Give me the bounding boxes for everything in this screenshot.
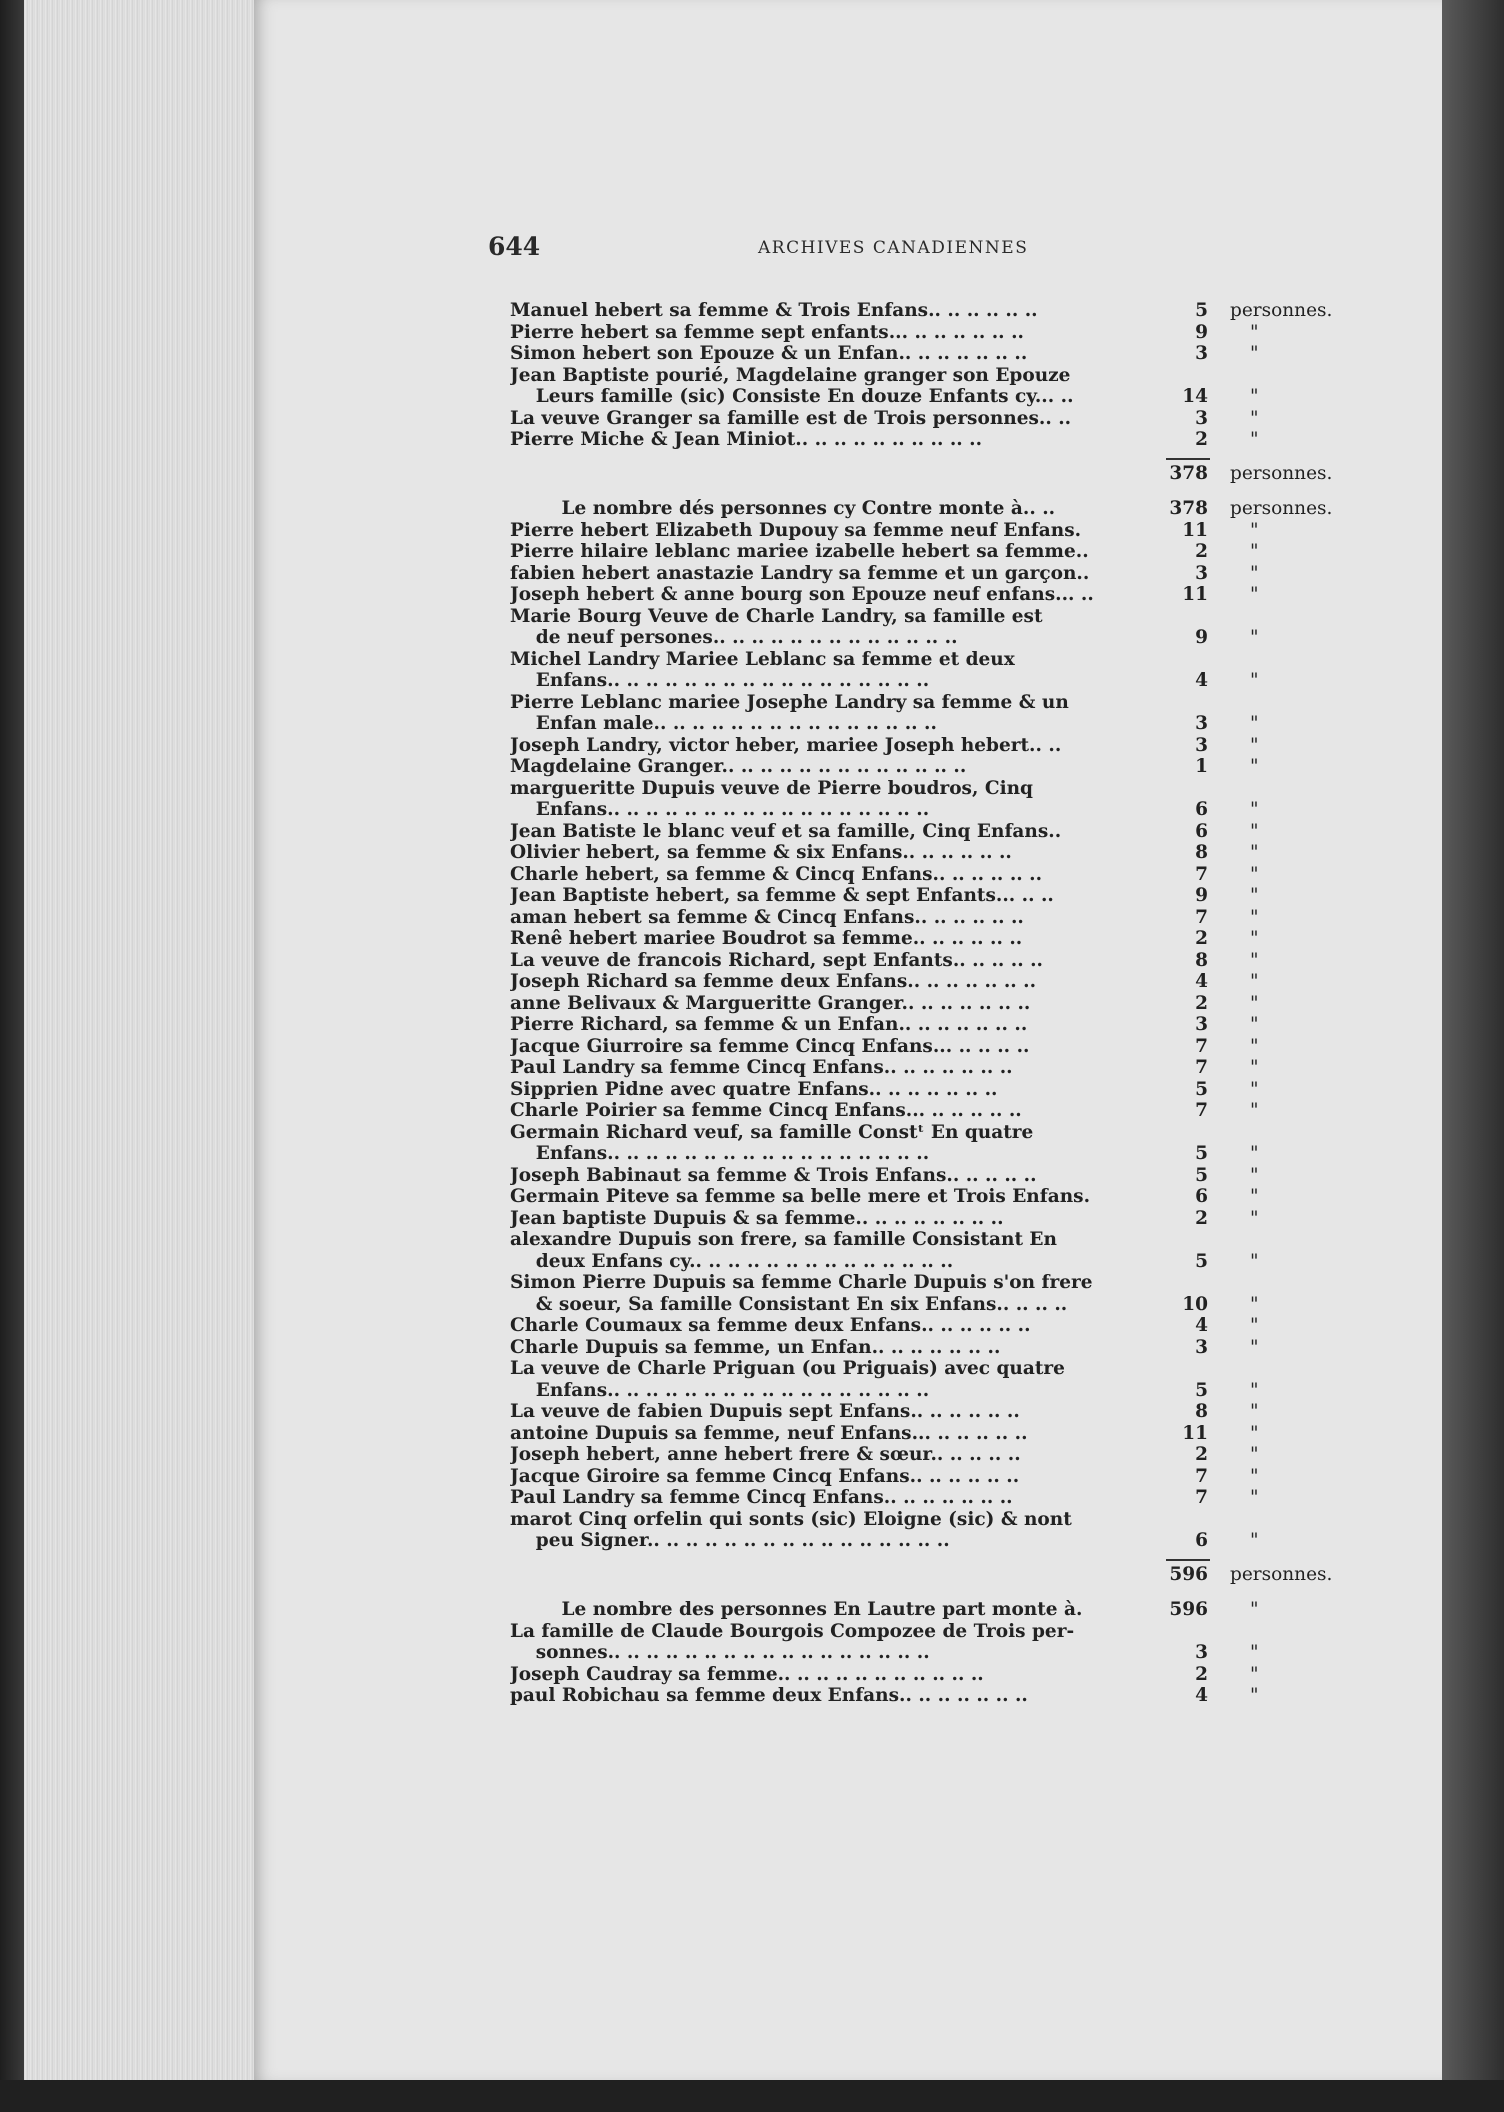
ditto-mark: " [1250,1465,1259,1487]
entry-text: anne Belivaux & Margueritte Granger.. .. .. .. .. .. .. [510,992,1031,1014]
census-entry [510,1014,1350,1036]
census-entry [510,1466,1350,1488]
entry-count: 9 [1195,885,1208,906]
entry-count: 5 [1195,300,1208,321]
ditto-mark: " [1250,670,1259,691]
entry-text: Jacque Giurroire sa femme Cincq Enfans... .. .. .. .. [510,1035,1030,1057]
census-entry [510,885,1350,907]
ditto-mark: " [1250,1057,1259,1078]
census-entry [510,429,1350,451]
ditto-mark: " [1250,949,1259,971]
census-entry [510,520,1350,542]
census-entry [510,1358,1350,1401]
ditto-mark: " [1250,1336,1259,1358]
entry-text: Pierre hebert sa femme sept enfants... .. .. .. .. .. .. [510,321,1024,343]
ditto-mark: " [1250,1293,1259,1315]
book-cover-edge [1442,0,1504,2112]
ditto-mark: " [1250,885,1259,906]
entry-count: 5 [1195,1143,1208,1164]
entry-text: Le nombre dés personnes cy Contre monte à.. .. [510,498,1056,519]
ditto-mark: " [1250,1685,1259,1706]
census-entry [510,907,1350,929]
ditto-mark: " [1250,541,1259,562]
entry-text: deux Enfans cy.. .. .. .. .. .. .. .. .. .. .. .. .. .. [510,1250,954,1272]
census-list [510,300,1350,1707]
running-title: ARCHIVES CANADIENNES [758,238,1029,258]
entry-count: 596 [1169,1599,1208,1620]
entry-text: Germain Piteve sa femme sa belle mere et Trois Enfans. [510,1186,1091,1207]
census-entry [510,842,1350,864]
entry-text: La veuve de Charle Priguan (ou Priguais) avec quatre [510,1358,1065,1379]
census-entry [510,1057,1350,1079]
entry-count: 4 [1195,971,1208,992]
entry-text: peu Signer.. .. .. .. .. .. .. .. .. .. .. .. .. .. .. .. [510,1530,950,1551]
ditto-mark: " [1250,584,1259,605]
ditto-mark: " [1250,386,1259,407]
entry-text: Michel Landry Mariee Leblanc sa femme et deux [510,648,1015,670]
subtotal-rule [1166,1559,1210,1561]
census-entry [510,1664,1350,1686]
census-entry [510,649,1350,692]
entry-text: Pierre Richard, sa femme & un Enfan.. .. .. .. .. .. .. [510,1014,1028,1035]
entry-count: 11 [1182,519,1208,541]
ditto-mark: " [1250,1250,1259,1272]
census-entry [510,1599,1350,1621]
census-entry [510,1122,1350,1165]
entry-count: 2 [1195,1444,1208,1465]
page-header [488,232,1088,262]
subtotal-count: 596 [1169,1563,1208,1585]
census-entry [510,756,1350,778]
ditto-mark: " [1250,1315,1259,1336]
entry-text: Pierre Leblanc mariee Josephe Landry sa femme & un [510,691,1069,713]
entry-count: 6 [1195,1530,1208,1551]
ditto-mark: " [1250,1599,1259,1620]
ditto-mark: " [1250,1035,1259,1057]
entry-text: Jean baptiste Dupuis & sa femme.. .. .. .. .. .. .. .. [510,1207,1004,1229]
entry-count: 4 [1195,670,1208,691]
census-entry [510,584,1350,606]
ditto-mark: " [1250,1379,1259,1401]
page-stack-edge [24,0,254,2090]
entry-count: 8 [1195,842,1208,863]
census-entry [510,365,1350,408]
entry-count: 2 [1195,541,1208,562]
entry-text: Joseph Landry, victor heber, mariee Joseph hebert.. .. [510,734,1062,756]
entry-count: 2 [1195,992,1208,1014]
entry-text: Paul Landry sa femme Cincq Enfans.. .. .. .. .. .. .. [510,1057,1013,1078]
census-entry [510,950,1350,972]
entry-text: Paul Landry sa femme Cincq Enfans.. .. .. .. .. .. .. [510,1487,1013,1508]
entry-text: margueritte Dupuis veuve de Pierre boudros, Cinq [510,777,1033,799]
ditto-mark: " [1250,429,1259,450]
census-entry [510,343,1350,365]
entry-text: Simon Pierre Dupuis sa femme Charle Dupuis s'on frere [510,1272,1093,1293]
census-entry [510,821,1350,843]
entry-text: Charle Poirier sa femme Cincq Enfans... .. .. .. .. .. [510,1100,1022,1121]
census-entry [510,1165,1350,1187]
census-entry [510,1621,1350,1664]
entry-text: La veuve Granger sa famille est de Trois personnes.. .. [510,407,1072,429]
entry-text: aman hebert sa femme & Cincq Enfans.. .. .. .. .. .. [510,906,1024,928]
entry-text: Jean Baptiste hebert, sa femme & sept Enfants... .. .. [510,885,1054,906]
census-entry [510,1487,1350,1509]
entry-count: 2 [1195,928,1208,949]
entry-count: 4 [1195,1315,1208,1336]
entry-text: antoine Dupuis sa femme, neuf Enfans... .. .. .. .. .. [510,1422,1028,1444]
entry-text: La veuve de fabien Dupuis sept Enfans.. .. .. .. .. .. [510,1401,1020,1422]
entry-count: 3 [1195,562,1208,584]
ditto-mark: " [1250,1164,1259,1186]
census-entry [510,498,1350,520]
entry-count: 8 [1195,1401,1208,1422]
entry-text: Leurs famille (sic) Consiste En douze Enfants cy... .. [510,386,1074,407]
book-spine-edge [0,0,24,2112]
ditto-mark: " [1250,799,1259,820]
entry-text: La veuve de francois Richard, sept Enfants.. .. .. .. .. [510,949,1043,971]
census-entry [510,864,1350,886]
subtotal-row [510,1564,1350,1586]
ditto-mark: " [1250,1663,1259,1685]
ditto-mark: " [1250,906,1259,928]
entry-unit: personnes. [1230,300,1333,321]
census-entry [510,971,1350,993]
census-entry [510,300,1350,322]
ditto-mark: " [1250,734,1259,756]
census-entry [510,1208,1350,1230]
entry-text: Olivier hebert, sa femme & six Enfans.. .. .. .. .. .. [510,842,1012,863]
ditto-mark: " [1250,1444,1259,1465]
entry-count: 3 [1195,407,1208,429]
census-entry [510,1509,1350,1552]
census-entry [510,1229,1350,1272]
census-entry [510,322,1350,344]
census-entry [510,1079,1350,1101]
entry-text: & soeur, Sa famille Consistant En six Enfans.. .. .. .. [510,1293,1068,1315]
entry-text: Joseph Richard sa femme deux Enfans.. .. .. .. .. .. .. [510,971,1037,992]
entry-text: Joseph hebert & anne bourg son Epouze neuf enfans... .. [510,584,1094,605]
entry-text: Charle Coumaux sa femme deux Enfans.. .. .. .. .. .. [510,1315,1031,1336]
entry-text: Simon hebert son Epouze & un Enfan.. .. .. .. .. .. .. [510,343,1028,364]
ditto-mark: " [1250,928,1259,949]
subtotal-unit: personnes. [1230,462,1333,484]
entry-text: Enfans.. .. .. .. .. .. .. .. .. .. .. .. .. .. .. .. .. [510,1379,930,1401]
census-entry [510,1401,1350,1423]
census-entry [510,1272,1350,1315]
entry-count: 14 [1182,386,1208,407]
entry-count: 6 [1195,799,1208,820]
entry-count: 3 [1195,1014,1208,1035]
entry-text: Marie Bourg Veuve de Charle Landry, sa famille est [510,605,1043,627]
entry-text: Germain Richard veuf, sa famille Constᵗ En quatre [510,1121,1034,1143]
census-entry [510,1444,1350,1466]
ditto-mark: " [1250,343,1259,364]
entry-count: 5 [1195,1250,1208,1272]
entry-text: Le nombre des personnes En Lautre part monte à. [510,1599,1083,1620]
census-entry [510,563,1350,585]
ditto-mark: " [1250,1014,1259,1035]
entry-count: 8 [1195,949,1208,971]
entry-count: 2 [1195,1207,1208,1229]
scan-bottom-edge [0,2080,1504,2112]
entry-text: Charle hebert, sa femme & Cincq Enfans.. .. .. .. .. .. [510,863,1043,885]
ditto-mark: " [1250,713,1259,734]
ditto-mark: " [1250,1207,1259,1229]
ditto-mark: " [1250,1100,1259,1121]
ditto-mark: " [1250,1401,1259,1422]
entry-count: 6 [1195,1186,1208,1207]
entry-count: 7 [1195,1057,1208,1078]
subtotal-rule [1166,458,1210,460]
census-entry [510,1423,1350,1445]
census-entry [510,606,1350,649]
ditto-mark: " [1250,519,1259,541]
census-entry [510,928,1350,950]
entry-count: 3 [1195,1642,1208,1663]
entry-count: 5 [1195,1164,1208,1186]
entry-count: 5 [1195,1078,1208,1100]
entry-count: 3 [1195,1336,1208,1358]
ditto-mark: " [1250,1530,1259,1551]
entry-count: 10 [1182,1293,1208,1315]
entry-text: Charle Dupuis sa femme, un Enfan.. .. .. .. .. .. .. [510,1336,1001,1358]
census-entry [510,1100,1350,1122]
ditto-mark: " [1250,863,1259,885]
ditto-mark: " [1250,562,1259,584]
ditto-mark: " [1250,1422,1259,1444]
entry-text: alexandre Dupuis son frere, sa famille Consistant En [510,1229,1057,1250]
ditto-mark: " [1250,407,1259,429]
entry-count: 11 [1182,584,1208,605]
subtotal-row [510,463,1350,485]
subtotal-count: 378 [1169,462,1208,484]
entry-count: 9 [1195,627,1208,648]
entry-count: 4 [1195,1685,1208,1706]
entry-text: Pierre hilaire leblanc mariee izabelle hebert sa femme.. [510,541,1089,562]
entry-count: 7 [1195,1487,1208,1508]
entry-text: Joseph hebert, anne hebert frere & sœur.. .. .. .. .. [510,1444,1021,1465]
entry-count: 7 [1195,1465,1208,1487]
ditto-mark: " [1250,1487,1259,1508]
ditto-mark: " [1250,1642,1259,1663]
entry-text: Joseph Babinaut sa femme & Trois Enfans.. .. .. .. .. [510,1164,1037,1186]
entry-text: Enfan male.. .. .. .. .. .. .. .. .. .. .. .. .. .. .. [510,713,937,734]
census-entry [510,735,1350,757]
entry-count: 7 [1195,906,1208,928]
entry-text: marot Cinq orfelin qui sonts (sic) Eloigne (sic) & nont [510,1508,1072,1530]
ditto-mark: " [1250,321,1259,343]
ditto-mark: " [1250,627,1259,648]
entry-text: Pierre hebert Elizabeth Dupouy sa femme neuf Enfans. [510,519,1082,541]
entry-text: Joseph Caudray sa femme.. .. .. .. .. .. .. .. .. .. .. [510,1663,984,1685]
subtotal-unit: personnes. [1230,1563,1333,1585]
entry-unit: personnes. [1230,498,1333,519]
entry-text: Enfans.. .. .. .. .. .. .. .. .. .. .. .. .. .. .. .. .. [510,670,930,691]
entry-count: 7 [1195,863,1208,885]
entry-count: 2 [1195,429,1208,450]
entry-text: Jean Batiste le blanc veuf et sa famille, Cinq Enfans.. [510,820,1062,842]
ditto-mark: " [1250,1186,1259,1207]
entry-count: 3 [1195,343,1208,364]
entry-text: Enfans.. .. .. .. .. .. .. .. .. .. .. .. .. .. .. .. .. [510,1143,930,1164]
ditto-mark: " [1250,842,1259,863]
census-entry [510,541,1350,563]
ditto-mark: " [1250,992,1259,1014]
census-entry [510,692,1350,735]
entry-count: 3 [1195,713,1208,734]
entry-text: Pierre Miche & Jean Miniot.. .. .. .. .. .. .. .. .. .. [510,429,983,450]
entry-count: 378 [1169,498,1208,519]
entry-text: Sipprien Pidne avec quatre Enfans.. .. .. .. .. .. .. [510,1078,998,1100]
entry-count: 5 [1195,1379,1208,1401]
entry-text: Jacque Giroire sa femme Cincq Enfans.. .. .. .. .. .. [510,1465,1020,1487]
entry-count: 7 [1195,1100,1208,1121]
entry-text: Magdelaine Granger.. .. .. .. .. .. .. .. .. .. .. .. .. [510,756,967,777]
entry-text: Jean Baptiste pourié, Magdelaine granger son Epouze [510,364,1071,386]
census-entry [510,1315,1350,1337]
census-entry [510,1186,1350,1208]
census-entry [510,778,1350,821]
entry-count: 2 [1195,1663,1208,1685]
ditto-mark: " [1250,756,1259,777]
census-entry [510,1036,1350,1058]
entry-count: 11 [1182,1422,1208,1444]
census-entry [510,1337,1350,1359]
census-entry [510,993,1350,1015]
ditto-mark: " [1250,820,1259,842]
entry-text: paul Robichau sa femme deux Enfans.. .. .. .. .. .. .. [510,1685,1028,1706]
entry-count: 6 [1195,820,1208,842]
entry-text: sonnes.. .. .. .. .. .. .. .. .. .. .. .. .. .. .. .. .. [510,1642,930,1663]
ditto-mark: " [1250,1143,1259,1164]
entry-count: 3 [1195,734,1208,756]
entry-text: Manuel hebert sa femme & Trois Enfans.. .. .. .. .. .. [510,300,1038,321]
census-entry [510,408,1350,430]
ditto-mark: " [1250,1078,1259,1100]
entry-text: Enfans.. .. .. .. .. .. .. .. .. .. .. .. .. .. .. .. .. [510,799,930,820]
entry-count: 7 [1195,1035,1208,1057]
entry-text: La famille de Claude Bourgois Compozee de Trois per- [510,1620,1075,1642]
page-number: 644 [488,232,541,261]
entry-text: Renê hebert mariee Boudrot sa femme.. .. .. .. .. .. [510,928,1023,949]
ditto-mark: " [1250,971,1259,992]
census-entry [510,1685,1350,1707]
entry-text: de neuf persones.. .. .. .. .. .. .. .. .. .. .. .. .. [510,627,958,648]
entry-count: 1 [1195,756,1208,777]
entry-count: 9 [1195,321,1208,343]
entry-text: fabien hebert anastazie Landry sa femme et un garçon.. [510,562,1090,584]
